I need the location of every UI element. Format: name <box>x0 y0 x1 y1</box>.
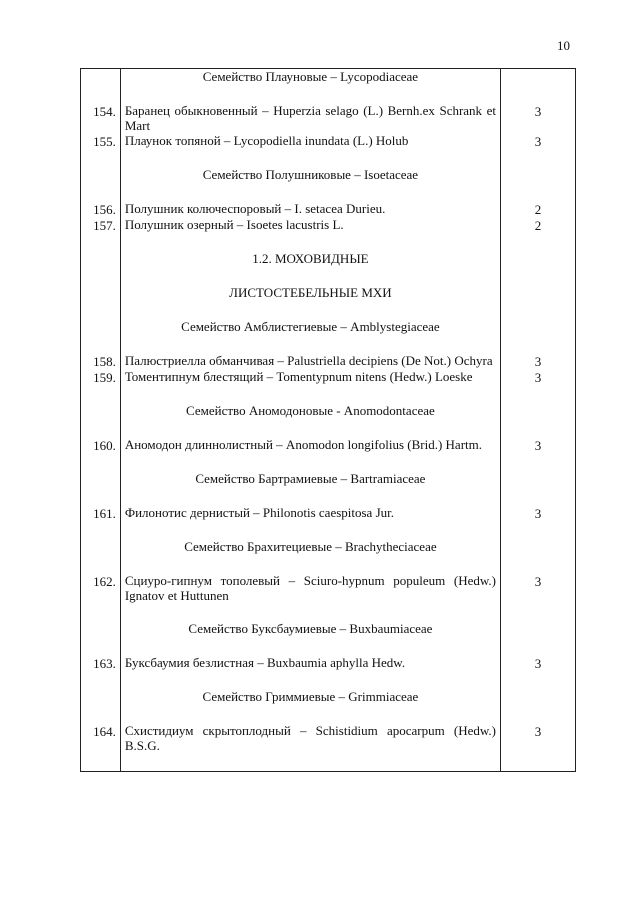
family-heading: Семейство Аномодоновые - Anomodontaceae <box>120 403 500 437</box>
family-header-row <box>81 621 576 655</box>
status-category: 3 <box>501 369 576 403</box>
family-heading: Семейство Брахитециевые – Brachytheciaceae <box>120 539 500 573</box>
table-row <box>81 369 576 403</box>
status-category: 3 <box>501 505 576 539</box>
status-category: 2 <box>501 217 576 251</box>
table-row <box>81 133 576 167</box>
species-table <box>80 68 576 772</box>
family-header-row <box>81 167 576 201</box>
species-name: Полушник озерный – Isoetes lacustris L. <box>120 217 500 251</box>
species-number: 162. <box>81 573 121 621</box>
table-body <box>81 69 576 772</box>
status-category: 3 <box>501 103 576 133</box>
table-row <box>81 655 576 689</box>
family-header-row <box>81 471 576 505</box>
family-heading: Семейство Амблистегиевые – Amblystegiaceae <box>120 319 500 353</box>
species-number: 154. <box>81 103 121 133</box>
status-category: 3 <box>501 353 576 369</box>
status-category: 3 <box>501 573 576 621</box>
table-row <box>81 723 576 772</box>
species-name: Палюстриелла обманчивая – Palustriella decipiens (De Not.) Ochyra <box>120 353 500 369</box>
species-name: Филонотис дернистый – Philonotis caespitosa Jur. <box>120 505 500 539</box>
family-header-row <box>81 403 576 437</box>
section-heading: 1.2. МОХОВИДНЫЕ <box>120 251 500 285</box>
section-header-row <box>81 251 576 285</box>
status-category: 3 <box>501 437 576 471</box>
table-row <box>81 573 576 621</box>
species-name: Баранец обыкновенный – Huperzia selago (L.) Bernh.ex Schrank et Mart <box>120 103 500 133</box>
species-name: Полушник колючеспоровый – I. setacea Durieu. <box>120 201 500 217</box>
table-row <box>81 505 576 539</box>
species-number: 155. <box>81 133 121 167</box>
table-row <box>81 217 576 251</box>
species-number: 156. <box>81 201 121 217</box>
family-header-row <box>81 539 576 573</box>
species-number: 161. <box>81 505 121 539</box>
family-heading: Семейство Бартрамиевые – Bartramiaceae <box>120 471 500 505</box>
table-row <box>81 353 576 369</box>
section-header-row <box>81 285 576 319</box>
status-category: 3 <box>501 655 576 689</box>
species-number: 164. <box>81 723 121 772</box>
table-row <box>81 201 576 217</box>
family-heading: Семейство Плауновые – Lycopodiaceae <box>120 69 500 104</box>
family-heading: Семейство Гриммиевые – Grimmiaceae <box>120 689 500 723</box>
species-name: Томентипнум блестящий – Tomentypnum nitens (Hedw.) Loeske <box>120 369 500 403</box>
species-number: 157. <box>81 217 121 251</box>
family-header-row <box>81 69 576 104</box>
family-header-row <box>81 319 576 353</box>
table-row <box>81 103 576 133</box>
species-name: Схистидиум скрытоплодный – Schistidium apocarpum (Hedw.) B.S.G. <box>120 723 500 772</box>
species-number: 160. <box>81 437 121 471</box>
page-number: 10 <box>557 38 570 53</box>
section-heading: ЛИСТОСТЕБЕЛЬНЫЕ МХИ <box>120 285 500 319</box>
status-category: 3 <box>501 133 576 167</box>
family-heading: Семейство Полушниковые – Isoetaceae <box>120 167 500 201</box>
family-heading: Семейство Буксбаумиевые – Buxbaumiaceae <box>120 621 500 655</box>
species-number: 163. <box>81 655 121 689</box>
status-category: 3 <box>501 723 576 772</box>
status-category: 2 <box>501 201 576 217</box>
table-row <box>81 437 576 471</box>
species-number: 158. <box>81 353 121 369</box>
species-number: 159. <box>81 369 121 403</box>
species-name: Аномодон длиннолистный – Anomodon longifolius (Brid.) Hartm. <box>120 437 500 471</box>
family-header-row <box>81 689 576 723</box>
species-name: Плаунок топяной – Lycopodiella inundata (L.) Holub <box>120 133 500 167</box>
species-name: Сциуро-гипнум тополевый – Sciuro-hypnum populeum (Hedw.) Ignatov et Huttunen <box>120 573 500 621</box>
species-name: Буксбаумия безлистная – Buxbaumia aphylla Hedw. <box>120 655 500 689</box>
